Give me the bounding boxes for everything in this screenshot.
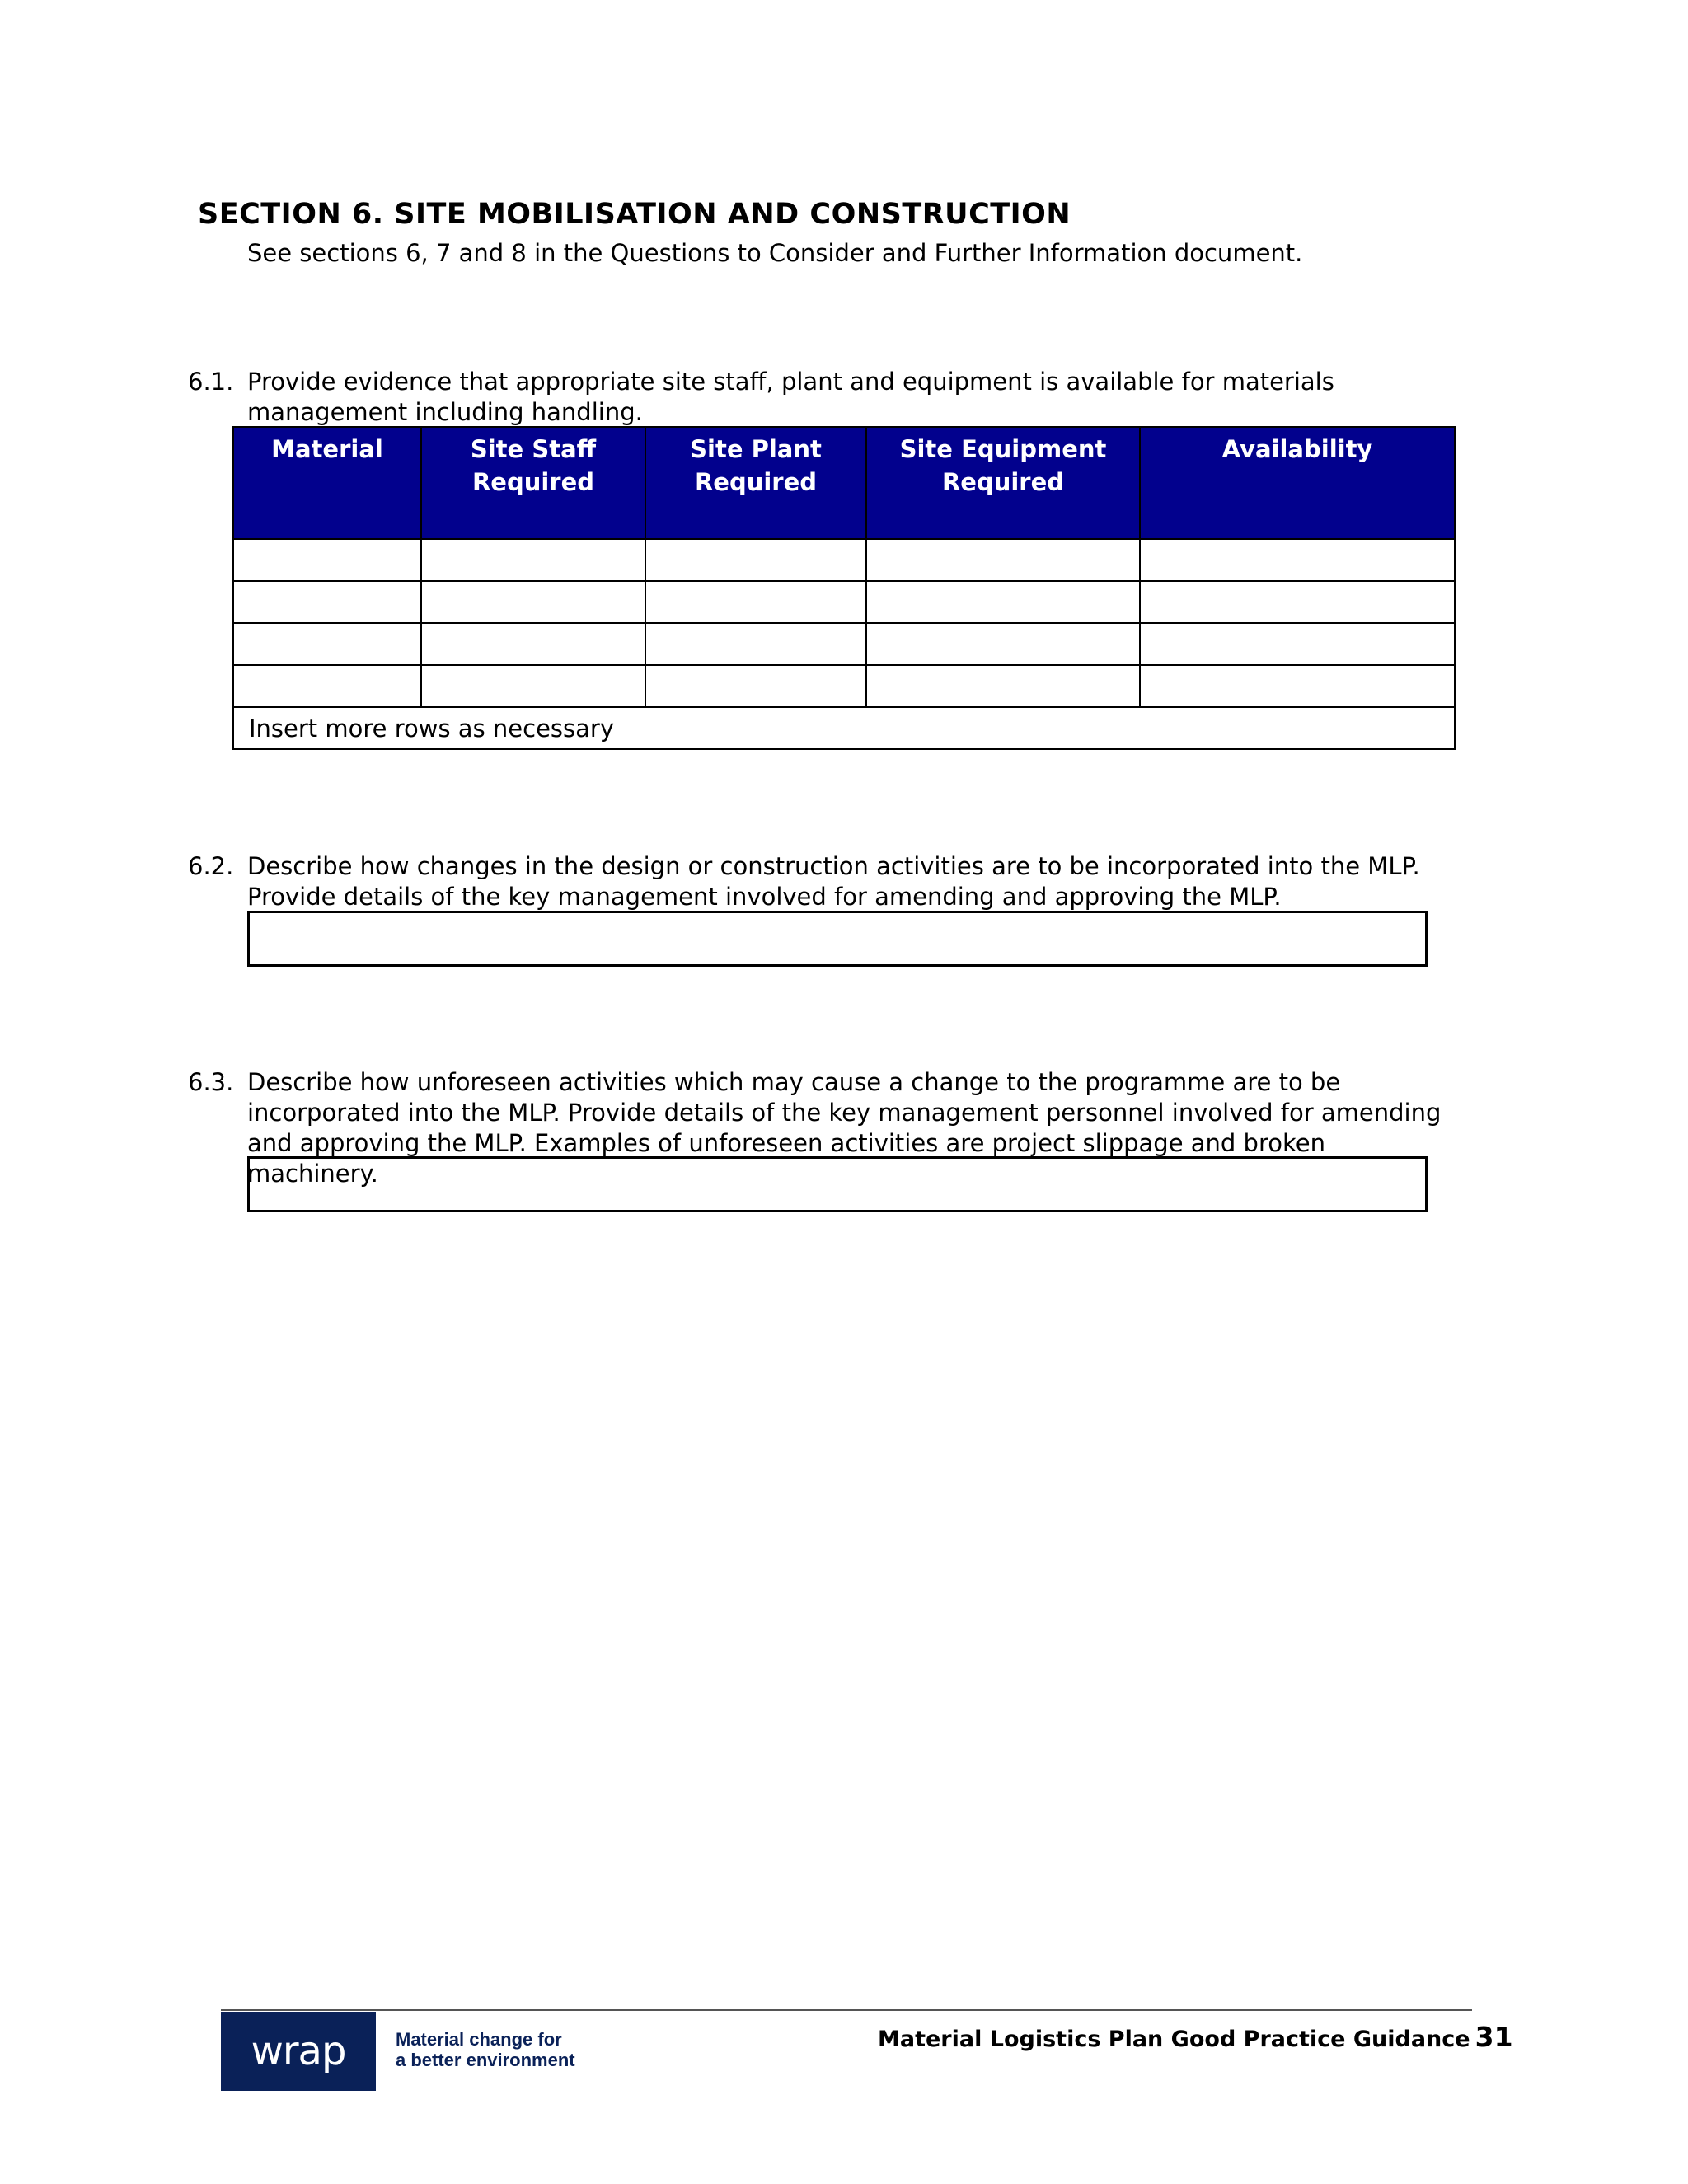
header-site-plant: Site Plant Required: [645, 427, 866, 539]
table-cell[interactable]: [866, 581, 1140, 623]
header-site-staff: Site Staff Required: [421, 427, 645, 539]
table-cell[interactable]: [421, 581, 645, 623]
page-number: 31: [1475, 2021, 1513, 2053]
table-note: Insert more rows as necessary: [233, 707, 1455, 749]
header-availability: Availability: [1140, 427, 1455, 539]
table-cell[interactable]: [1140, 665, 1455, 707]
table-cell[interactable]: [421, 665, 645, 707]
table-cell[interactable]: [233, 581, 421, 623]
table-cell[interactable]: [1140, 581, 1455, 623]
table-row: [233, 581, 1455, 623]
question-number-6-2: 6.2.: [188, 852, 234, 880]
table-cell[interactable]: [645, 539, 866, 581]
logo-wordmark: wrap: [251, 2028, 346, 2074]
question-text-6-3: Describe how unforeseen activities which may cause a change to the programme are to be incorporated into the MLP. Provide details of the key management personnel involved for amending and approving the MLP. Examples of unforeseen activities are project slippage and broken machinery.: [247, 1068, 1442, 1188]
table-cell[interactable]: [421, 623, 645, 665]
footer-document-title: [878, 2021, 1513, 2053]
table-row: [233, 539, 1455, 581]
footer-title-text: Material Logistics Plan Good Practice Guidance: [878, 2027, 1470, 2052]
table-cell[interactable]: [233, 539, 421, 581]
availability-table: [232, 426, 1456, 750]
question-text-6-2: Describe how changes in the design or construction activities are to be incorporated into the MLP. Provide details of the key management involved for amending and approving the MLP.: [247, 852, 1420, 911]
header-material: Material: [233, 427, 421, 539]
table-cell[interactable]: [866, 539, 1140, 581]
table-cell[interactable]: [233, 623, 421, 665]
table-cell[interactable]: [421, 539, 645, 581]
table-cell[interactable]: [645, 623, 866, 665]
answer-box-6-3[interactable]: [247, 1156, 1428, 1212]
table-cell[interactable]: [1140, 623, 1455, 665]
table-cell[interactable]: [233, 665, 421, 707]
question-number-6-3: 6.3.: [188, 1068, 234, 1096]
question-text-6-1: Provide evidence that appropriate site staff, plant and equipment is available for materials management including handling.: [247, 368, 1334, 426]
section-title: SECTION 6. SITE MOBILISATION AND CONSTRUCTION: [198, 198, 1071, 231]
table-cell[interactable]: [866, 623, 1140, 665]
section-subtitle: See sections 6, 7 and 8 in the Questions to Consider and Further Information document.: [247, 239, 1303, 267]
table-header-row: [233, 427, 1455, 539]
answer-box-6-2[interactable]: [247, 911, 1428, 967]
table-cell[interactable]: [1140, 539, 1455, 581]
header-site-equipment: Site Equipment Required: [866, 427, 1140, 539]
table-row: [233, 665, 1455, 707]
table-cell[interactable]: [645, 581, 866, 623]
question-number-6-1: 6.1.: [188, 368, 234, 396]
footer-divider: [221, 2009, 1472, 2011]
table-row: [233, 623, 1455, 665]
table-cell[interactable]: [645, 665, 866, 707]
table-cell[interactable]: [866, 665, 1140, 707]
wrap-logo: [221, 2012, 376, 2091]
logo-tagline: Material change for a better environment: [396, 2029, 575, 2070]
table-note-row: [233, 707, 1455, 749]
